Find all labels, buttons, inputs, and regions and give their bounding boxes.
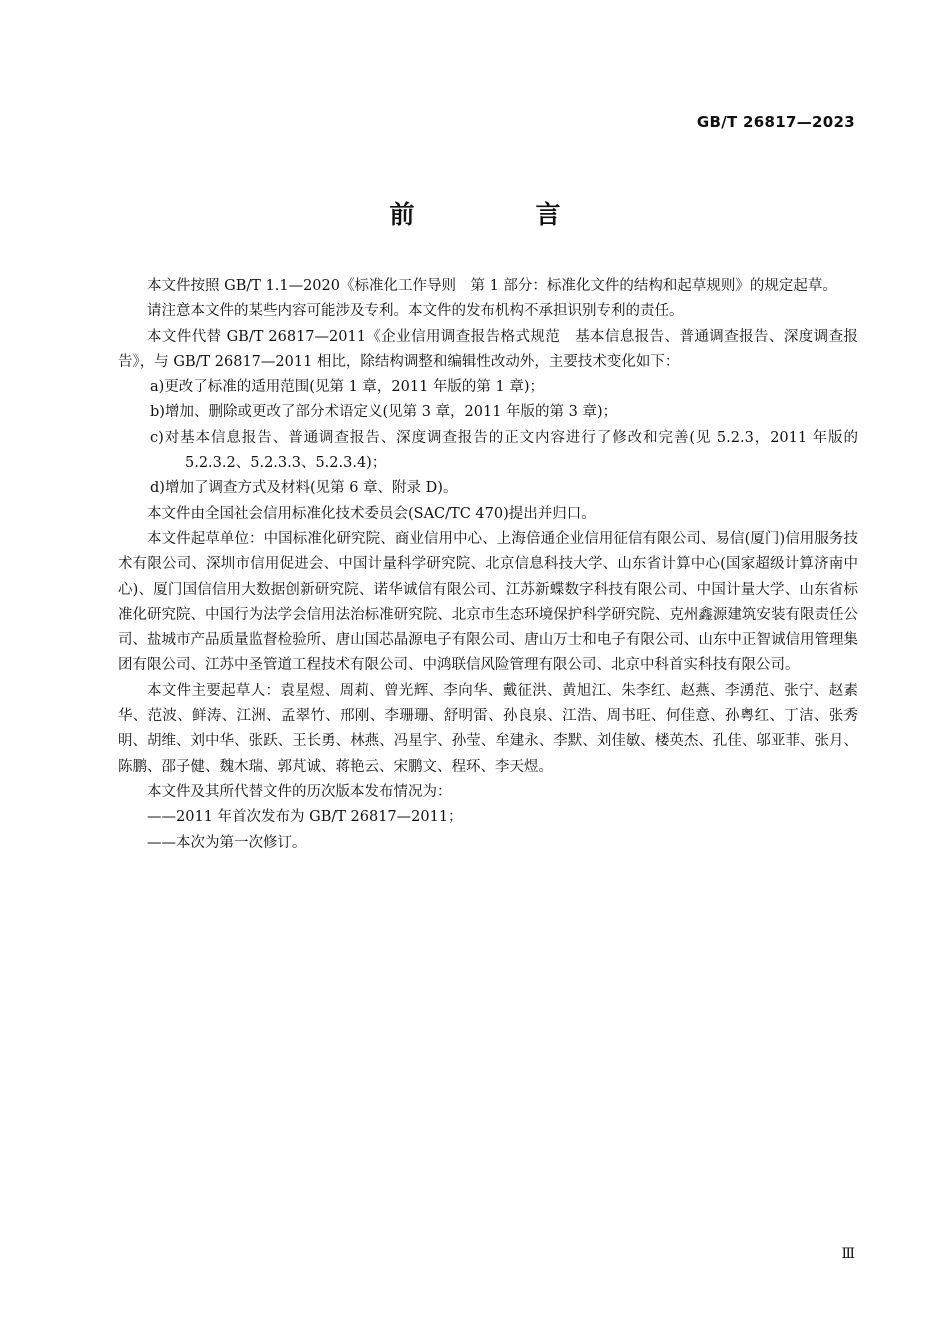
paragraph-proposer: 本文件由全国社会信用标准化技术委员会(SAC/TC 470)提出并归口。 xyxy=(147,505,596,522)
list-item xyxy=(118,400,858,425)
page-number: Ⅲ xyxy=(841,1246,855,1262)
list-item-label: d) xyxy=(150,480,165,497)
paragraph-patent-notice: 请注意本文件的某些内容可能涉及专利。本文件的发布机构不承担识别专利的责任。 xyxy=(147,303,684,320)
list-item-label: c) xyxy=(150,429,164,446)
list-item xyxy=(118,476,858,501)
list-item-text: 对基本信息报告、普通调查报告、深度调查报告的正文内容进行了修改和完善(见 5.2.3，2011 年版的 5.2.3.2、5.2.3.3、5.2.3.4)； xyxy=(163,429,858,472)
page-title: 前 言 xyxy=(389,200,609,229)
list-item-text: 增加、删除或更改了部分术语定义(见第 3 章，2011 年版的第 3 章)； xyxy=(164,404,618,421)
paragraph-drafters: 本文件主要起草人：袁星煜、周莉、曾光辉、李向华、戴征洪、黄旭江、朱李红、赵燕、李湧范、张宁、赵素华、范波、鲜涛、江洲、孟翠竹、邢刚、李珊珊、舒明雷、孙良泉、江浩、周书旺、何佳意、孙粤红、丁洁、张秀明、胡维、刘中华、张跃、王长勇、林燕、冯星宇、孙莹、牟建永、李默、刘佳敏、楼英杰、孔佳、邬亚菲、张月、陈鹏、邵子健、魏木瑞、郭芃诚、蒋艳云、宋鹏文、程环、李天煜。 xyxy=(118,682,858,775)
paragraph-drafting-units: 本文件起草单位：中国标准化研究院、商业信用中心、上海倍通企业信用征信有限公司、易信(厦门)信用服务技术有限公司、深圳市信用促进会、中国计量科学研究院、北京信息科技大学、山东省计算中心(国家超级计算济南中心)、厦门国信信用大数据创新研究院、诺华诚信有限公司、江苏新蝶数字科技有限公司、中国计量大学、山东省标准化研究院、中国行为法学会信用法治标准研究院、北京市生态环境保护科学研究院、克州鑫源建筑安装有限责任公司、盐城市产品质量监督检验所、唐山国芯晶源电子有限公司、唐山万士和电子有限公司、山东中正智诚信用管理集团有限公司、江苏中圣管道工程技术有限公司、中鸿联信风险管理有限公司、北京中科首实科技有限公司。 xyxy=(118,530,858,674)
list-item xyxy=(118,375,858,400)
list-item-label: a) xyxy=(150,379,165,396)
paragraph-drafting-basis: 本文件按照 GB/T 1.1—2020《标准化工作导则 第 1 部分：标准化文件的结构和起草规则》的规定起草。 xyxy=(147,278,837,294)
history-item: ——2011 年首次发布为 GB/T 26817—2011； xyxy=(147,809,463,826)
paragraph-history-intro: 本文件及其所代替文件的历次版本发布情况为： xyxy=(147,783,452,800)
history-item: ——本次为第一次修订。 xyxy=(147,834,307,851)
foreword-body xyxy=(118,274,858,856)
paragraph-replacement: 本文件代替 GB/T 26817—2011《企业信用调查报告格式规范 基本信息报告、普通调查报告、深度调查报告》，与 GB/T 26817—2011 相比，除结构调整和编辑性改动外，主要技术变化如下： xyxy=(118,328,858,370)
list-item-text: 更改了标准的适用范围(见第 1 章，2011 年版的第 1 章)； xyxy=(164,379,545,396)
list-item xyxy=(118,426,858,477)
document-code: GB/T 26817—2023 xyxy=(696,113,855,131)
list-item-label: b) xyxy=(150,404,165,421)
list-item-text: 增加了调查方式及材料(见第 6 章、附录 D)。 xyxy=(164,480,458,497)
